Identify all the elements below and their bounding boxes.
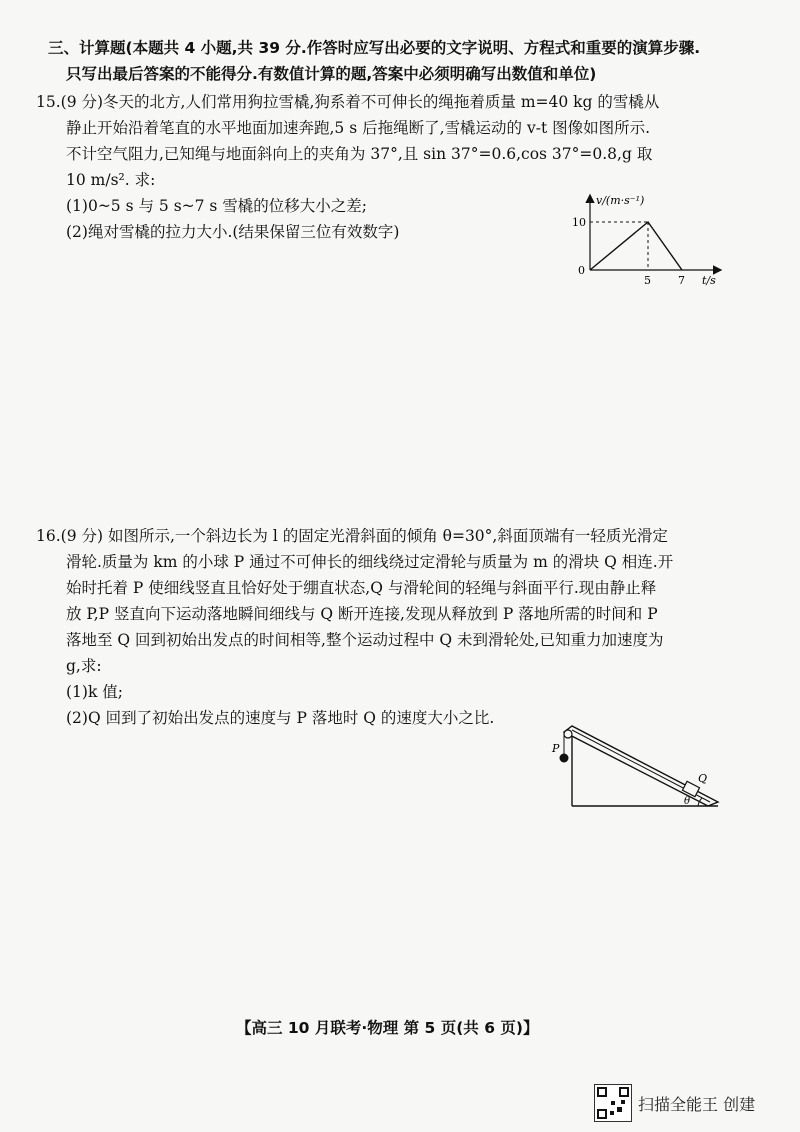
x-tick-5: 5 <box>644 274 651 287</box>
ball-p-icon <box>560 754 569 763</box>
q15-subquestion-1: (1)0~5 s 与 5 s~7 s 雪橇的位移大小之差; <box>66 197 368 215</box>
section-instructions-line-2: 只写出最后答案的不能得分.有数值计算的题,答案中必须明确写出数值和单位) <box>66 65 597 83</box>
q16-subquestion-2: (2)Q 回到了初始出发点的速度与 P 落地时 Q 的速度大小之比. <box>66 709 495 727</box>
page-footer: 【高三 10 月联考·物理 第 5 页(共 6 页)】 <box>236 1019 539 1037</box>
velocity-line <box>590 222 682 270</box>
q15-text-line-3: 不计空气阻力,已知绳与地面斜向上的夹角为 37°,且 sin 37°=0.6,cos 37°=0.8,g 取 <box>66 145 653 163</box>
q15-text-line-1: 15.(9 分)冬天的北方,人们常用狗拉雪橇,狗系着不可伸长的绳拖着质量 m=40 kg 的雪橇从 <box>36 93 660 111</box>
pulley-icon <box>564 730 572 738</box>
label-q: Q <box>698 772 708 785</box>
x-tick-7: 7 <box>678 274 685 287</box>
q15-text-line-2: 静止开始沿着笔直的水平地面加速奔跑,5 s 后拖绳断了,雪橇运动的 v-t 图像如图所示. <box>66 119 651 137</box>
q16-subquestion-1: (1)k 值; <box>66 683 123 701</box>
q16-text-line-3: 始时托着 P 使细线竖直且恰好处于绷直状态,Q 与滑轮间的轻绳与斜面平行.现由静止释 <box>66 579 657 597</box>
qr-code-icon <box>594 1084 632 1122</box>
q15-text-line-4: 10 m/s². 求: <box>66 171 156 189</box>
q16-text-line-2: 滑轮.质量为 km 的小球 P 通过不可伸长的细线绕过定滑轮与质量为 m 的滑块 Q 相连.开 <box>66 553 674 571</box>
section-instructions-line-1: 三、计算题(本题共 4 小题,共 39 分.作答时应写出必要的文字说明、方程式和重要的演算步骤. <box>48 39 701 57</box>
origin-label: 0 <box>578 264 585 277</box>
q16-text-line-6: g,求: <box>66 657 102 675</box>
incline-figure <box>548 722 728 814</box>
scanner-watermark-label: 扫描全能王 创建 <box>638 1095 756 1114</box>
q16-text-line-4: 放 P,P 竖直向下运动落地瞬间细线与 Q 断开连接,发现从释放到 P 落地所需的时间和 P <box>66 605 658 623</box>
q16-text-line-1: 16.(9 分) 如图所示,一个斜边长为 l 的固定光滑斜面的倾角 θ=30°,斜面顶端有一轻质光滑定 <box>36 527 668 545</box>
q15-subquestion-2: (2)绳对雪橇的拉力大小.(结果保留三位有效数字) <box>66 223 400 241</box>
vt-graph <box>560 188 730 300</box>
y-axis-label: v/(m·s⁻¹) <box>596 194 645 207</box>
q16-text-line-5: 落地至 Q 回到初始出发点的时间相等,整个运动过程中 Q 未到滑轮处,已知重力加速度为 <box>66 631 664 649</box>
label-theta: θ <box>684 796 691 807</box>
x-axis-label: t/s <box>702 274 716 287</box>
y-tick-10: 10 <box>572 216 586 229</box>
label-p: P <box>552 742 560 755</box>
